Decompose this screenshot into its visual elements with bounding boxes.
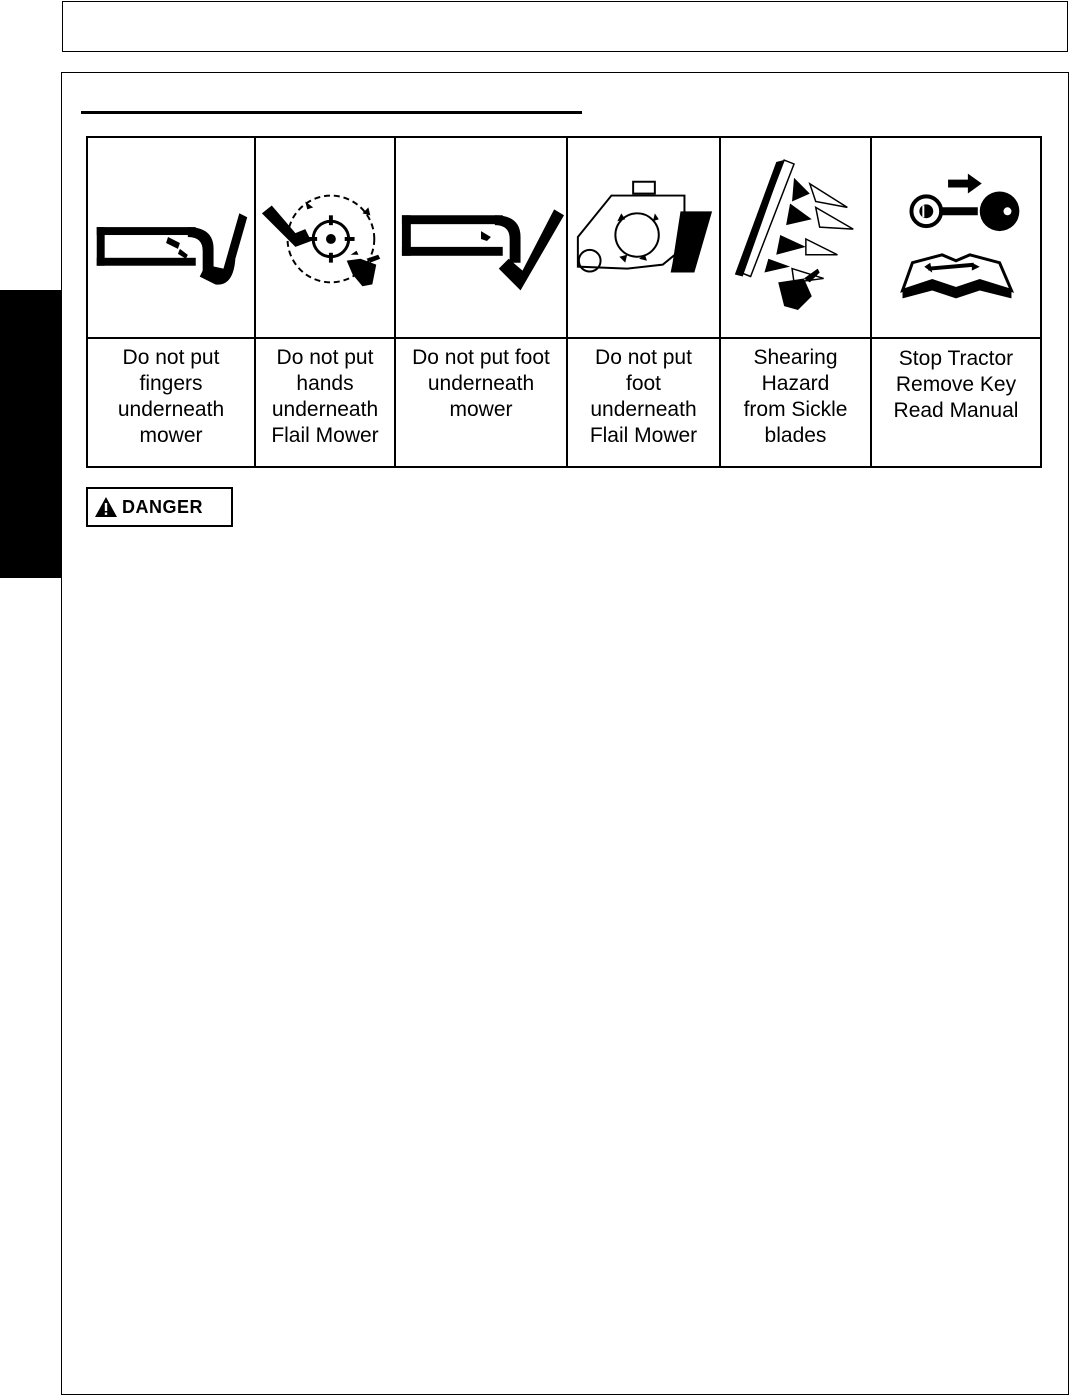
warning-triangle-icon (94, 496, 118, 518)
danger-signal-label (86, 487, 233, 527)
decal-caption: Shearing Hazard from Sickle blades (743, 346, 848, 447)
foot-under-mower-icon (396, 138, 566, 339)
decal-panel (870, 138, 1040, 466)
decal-panel (394, 138, 566, 466)
hands-under-flail-icon (256, 138, 394, 339)
section-tab (0, 290, 62, 578)
decal-panel (88, 138, 254, 466)
decal-panel (566, 138, 719, 466)
key-and-manual-icon (872, 138, 1040, 339)
danger-signal-word: DANGER (122, 496, 204, 517)
fingers-under-mower-icon (88, 138, 254, 339)
decal-caption: Stop Tractor Remove Key Read Manual (893, 347, 1019, 422)
header-box (62, 1, 1068, 52)
decal-panel (254, 138, 394, 466)
decal-panel (719, 138, 870, 466)
section-heading-rule (81, 111, 582, 114)
safety-decal-strip (86, 136, 1042, 468)
decal-caption: Do not put fingers underneath mower (117, 346, 225, 447)
decal-caption: Do not put foot underneath Flail Mower (589, 346, 698, 447)
decal-caption: Do not put foot underneath mower (412, 346, 550, 421)
decal-caption: Do not put hands underneath Flail Mower (271, 346, 379, 447)
sickle-shear-icon (721, 138, 870, 339)
foot-under-flail-icon (568, 138, 719, 339)
